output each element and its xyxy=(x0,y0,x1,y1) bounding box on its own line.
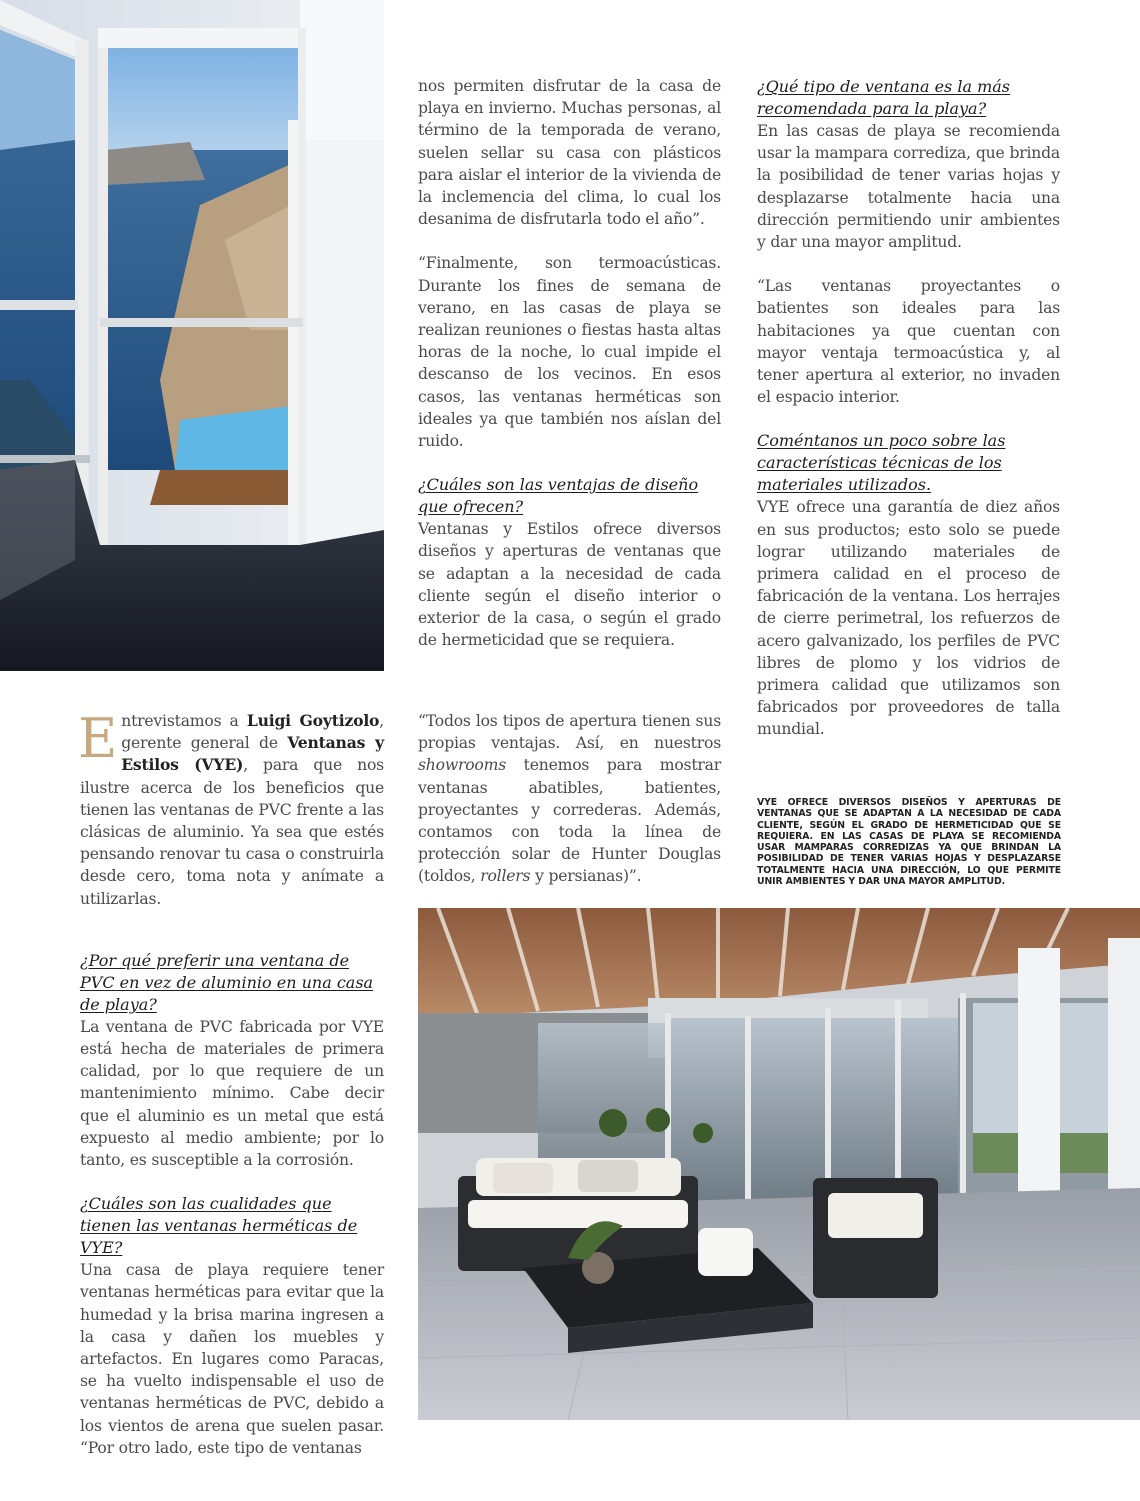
interviewee-name: Luigi Goytizolo xyxy=(246,711,380,730)
question-window-type: ¿Qué tipo de ventana es la más recomendada para la playa? xyxy=(757,77,1010,118)
photo-terrace-living xyxy=(418,908,1140,1420)
intro-paragraph xyxy=(78,707,385,910)
intro-text-a: ntrevistamos a xyxy=(121,712,247,730)
mid-p4-rollers: rollers xyxy=(480,867,531,886)
drop-cap: E xyxy=(78,707,118,770)
mid-paragraph-2: “Finalmente, son termoacústicas. Durante los fines de semana de verano, en las casas de playa se realizan reuniones o fiestas hasta altas horas de la noche, lo cual impide el descanso de los vecinos. En esos casos, las ventanas herméticas son ideales ya que también nos aíslan del ruido. xyxy=(418,254,721,451)
mid-paragraph-1: nos permiten disfrutar de la casa de playa en invierno. Muchas personas, al término de la temporada de verano, suelen sellar su casa con plásticos para aislar el interior de la vivienda de la inclemencia del clima, lo cual los desanima de disfrutarla todo el año”. xyxy=(418,77,721,229)
right-paragraph-3: VYE ofrece una garantía de diez años en sus productos; esto solo se puede lograr utilizando materiales de primera calidad en el proceso de fabricación de la ventana. Los herrajes de cierre perimetral, los refuerzos de acero galvanizado, los perfiles de PVC libres de plomo y los vidrios de primera calidad que utilizamos son fabricados por proveedores de talla mundial. xyxy=(757,498,1060,739)
question-why-pvc: ¿Por qué preferir una ventana de PVC en vez de aluminio en una casa de playa? xyxy=(80,950,374,1014)
left-column xyxy=(78,707,385,1459)
left-paragraph-2: Una casa de playa requiere tener ventanas herméticas para evitar que la humedad y la brisa marina ingresen a la casa y dañen los muebles y artefactos. En lugares como Paracas, se ha vuelto indispensable el uso de ventanas herméticas de PVC, debido a los vientos de arena que suelen pasar. “Por otro lado, este tipo de ventanas xyxy=(80,1261,384,1457)
middle-column-lower xyxy=(418,710,721,888)
mid-paragraph-4 xyxy=(418,710,721,888)
question-materials: Coméntanos un poco sobre las características técnicas de los materiales utilizados. xyxy=(757,431,1006,495)
mid-p4-text-a: “Todos los tipos de apertura tienen sus propias ventajas. Así, en nuestros xyxy=(418,712,721,753)
middle-column xyxy=(418,75,721,651)
intro-text-b: , gerente general de xyxy=(121,712,385,753)
company-name: Ventanas y Estilos (VYE) xyxy=(121,733,384,775)
right-paragraph-2: “Las ventanas proyectantes o batientes son ideales para las habitaciones ya que cuentan con mayor ventaja termoacústica y, al tener apertura al exterior, no invaden el espacio interior. xyxy=(757,277,1060,407)
left-paragraph-1: La ventana de PVC fabricada por VYE está hecha de materiales de primera calidad, por lo que requiere de un mantenimiento mínimo. Cabe decir que el aluminio es un metal que está expuesto al medio ambiente; por lo tanto, es susceptible a la corrosión. xyxy=(80,1017,384,1170)
intro-text-c: , para que nos ilustre acerca de los beneficios que tienen las ventanas de PVC frente a las clásicas de aluminio. Ya sea que estés pensando renovar tu casa o construirla desde cero, toma nota y anímate a utilizarlas. xyxy=(80,756,384,908)
mid-p4-text-c: y persianas)”. xyxy=(530,867,642,886)
photo-caption: VYE OFRECE DIVERSOS DISEÑOS Y APERTURAS DE VENTANAS QUE SE ADAPTAN A LA NECESIDAD DE CADA CLIENTE, SEGÚN EL GRADO DE HERMETICIDAD QUE SE REQUIERA. EN LAS CASAS DE PLAYA SE RECOMIENDA USAR MAMPARAS CORREDIZAS YA QUE BRINDAN LA POSIBILIDAD DE TENER VARIAS HOJAS Y DESPLAZARSE TOTALMENTE HACIA UNA DIRECCIÓN, LO QUE PERMITE UNIR AMBIENTES Y DAR UNA MAYOR AMPLITUD. xyxy=(757,797,1061,888)
question-design-advantages: ¿Cuáles son las ventajas de diseño que ofrecen? xyxy=(418,475,699,517)
photo-window-sea-view xyxy=(0,0,384,671)
mid-paragraph-3: Ventanas y Estilos ofrece diversos diseños y aperturas de ventanas que se adaptan a la necesidad de cada cliente según el diseño interior o exterior de la casa, o según el grado de hermeticidad que se requiera. xyxy=(418,520,721,650)
right-column xyxy=(757,76,1060,741)
right-paragraph-1: En las casas de playa se recomienda usar la mampara corrediza, que brinda la posibilidad de tener varias hojas y desplazarse totalmente hacia una dirección permitiendo unir ambientes y dar una mayor amplitud. xyxy=(757,122,1060,252)
mid-p4-showrooms: showrooms xyxy=(418,756,507,775)
question-hermetic-qualities: ¿Cuáles son las cualidades que tienen las ventanas herméticas de VYE? xyxy=(80,1194,358,1258)
mid-p4-text-b: tenemos para mostrar ventanas abatibles, batientes, proyectantes y correderas. Además, contamos con toda la línea de protección solar de Hunter Douglas (toldos, xyxy=(418,756,721,886)
